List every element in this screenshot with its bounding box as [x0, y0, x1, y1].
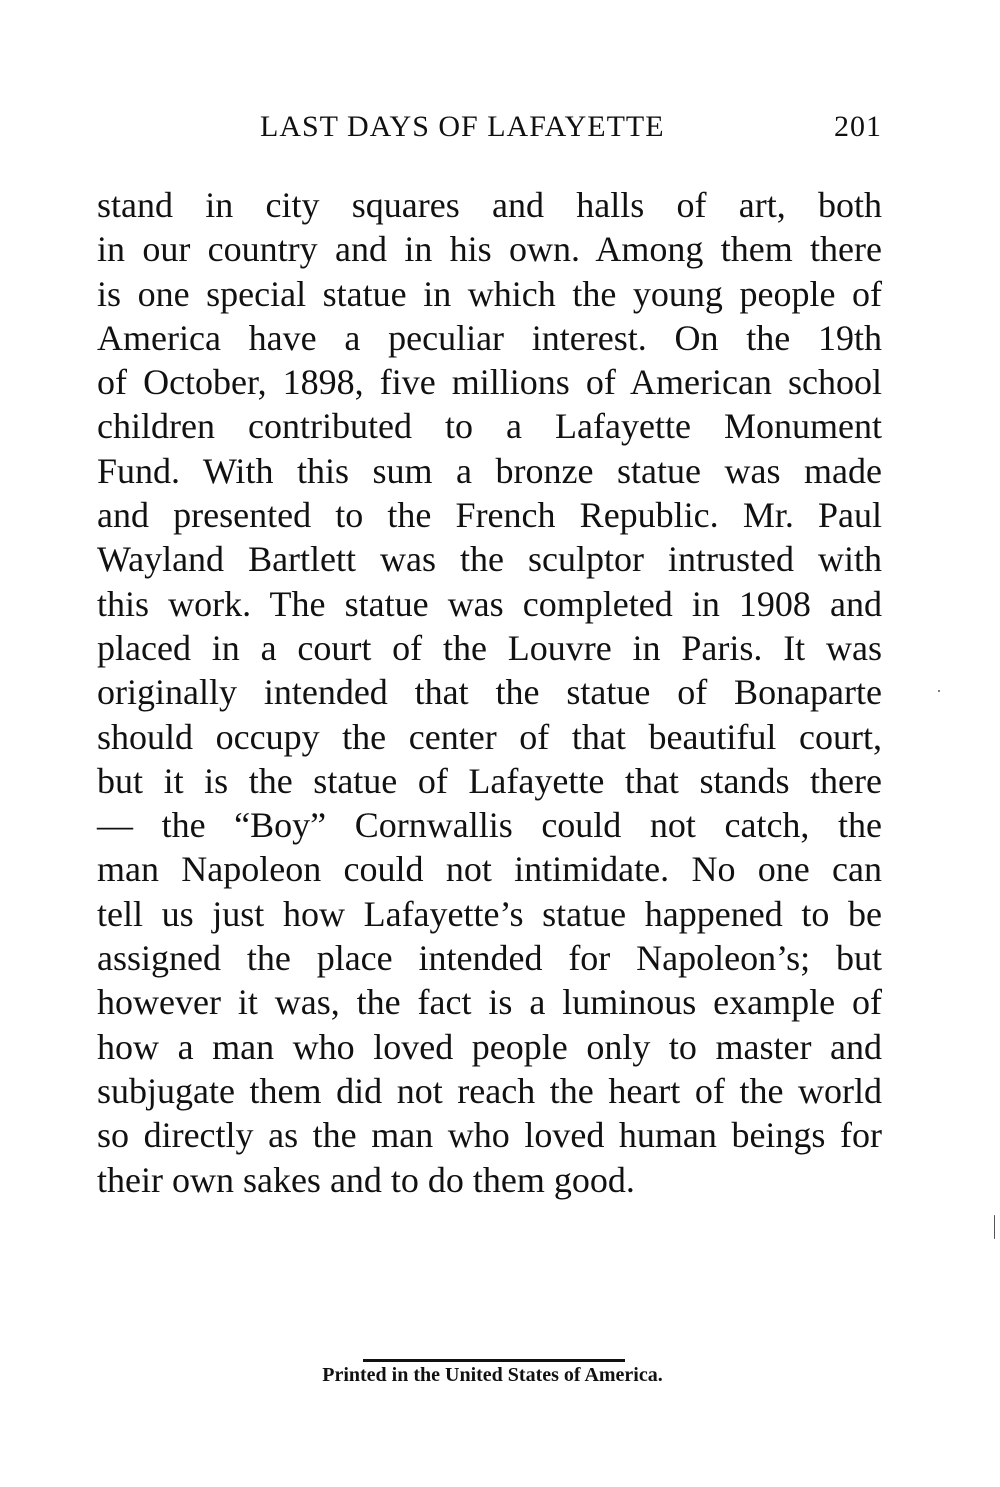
text-line: — the “Boy” Cornwallis could not catch, the: [97, 805, 882, 846]
text-line: their own sakes and to do them good.: [97, 1159, 635, 1200]
scan-speck: [938, 690, 940, 692]
scan-edge-mark: [994, 1215, 995, 1239]
running-head: [97, 110, 882, 146]
text-line: stand in city squares and halls of art, both: [97, 185, 882, 225]
text-line: and presented to the French Republic. Mr. Paul: [97, 495, 882, 536]
page-number: 201: [834, 110, 882, 143]
text-line: how a man who loved people only to master and: [97, 1026, 882, 1067]
text-line: but it is the statue of Lafayette that stands there: [97, 760, 882, 801]
text-line: America have a peculiar interest. On the 19th: [97, 317, 882, 358]
running-title: LAST DAYS OF LAFAYETTE: [260, 110, 665, 143]
text-line: this work. The statue was completed in 1908 and: [97, 583, 882, 624]
text-line: of October, 1898, five millions of American school: [97, 362, 882, 403]
body-paragraph: [97, 183, 882, 1202]
text-line: tell us just how Lafayette’s statue happened to be: [97, 893, 882, 934]
text-line: subjugate them did not reach the heart of the world: [97, 1070, 882, 1111]
text-line: children contributed to a Lafayette Monument: [97, 406, 882, 447]
text-line: placed in a court of the Louvre in Paris. It was: [97, 627, 882, 668]
printer-imprint: Printed in the United States of America.: [322, 1364, 663, 1386]
text-line: man Napoleon could not intimidate. No one can: [97, 849, 882, 890]
text-line: Fund. With this sum a bronze statue was made: [97, 450, 882, 491]
text-line: in our country and in his own. Among them there: [97, 229, 882, 270]
text-line: should occupy the center of that beautiful court,: [97, 716, 882, 757]
text-line: however it was, the fact is a luminous example of: [97, 982, 882, 1023]
text-line: Wayland Bartlett was the sculptor intrusted with: [97, 539, 882, 580]
text-line: is one special statue in which the young people of: [97, 273, 882, 314]
text-line: so directly as the man who loved human beings for: [97, 1115, 882, 1156]
text-line: originally intended that the statue of Bonaparte: [97, 672, 882, 713]
text-line: assigned the place intended for Napoleon’s; but: [97, 938, 882, 979]
footer-rule: [363, 1359, 625, 1362]
